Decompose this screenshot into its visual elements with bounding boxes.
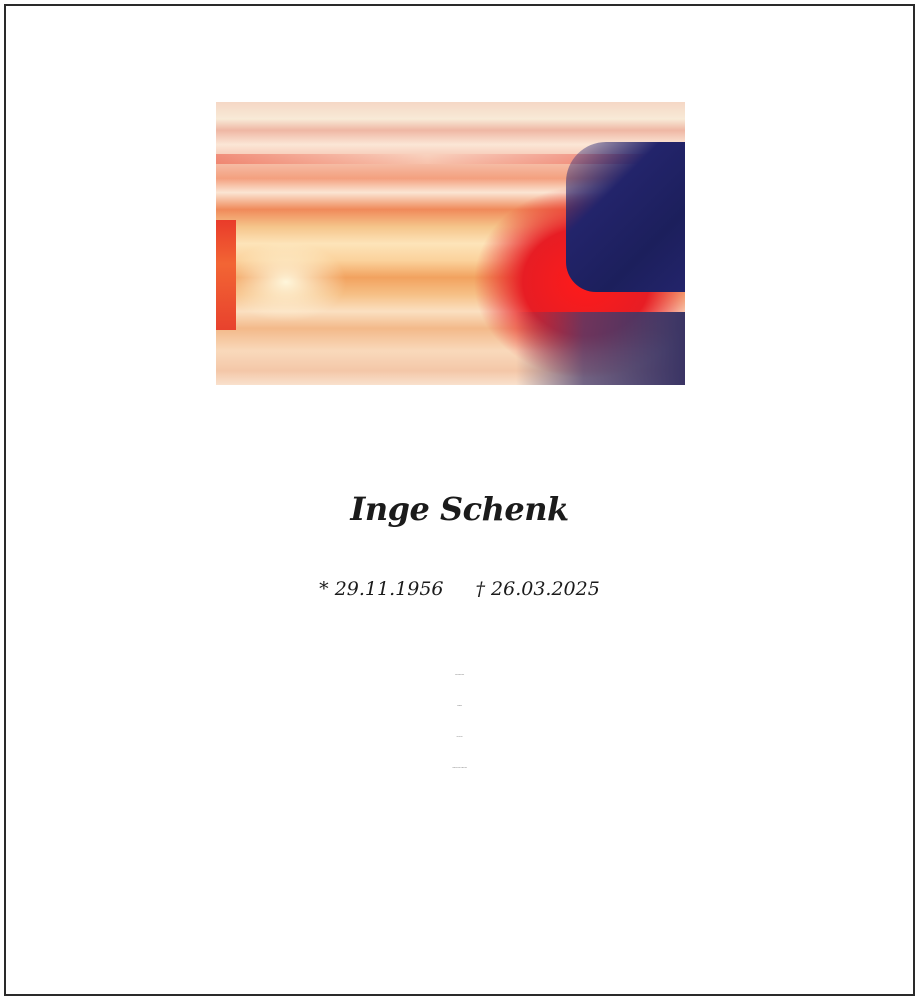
thanks-text xyxy=(6,829,913,877)
mourner: Ellen und Marco mit Leon xyxy=(452,768,467,769)
thanks-line-2 xyxy=(6,853,913,877)
birth-date: * 29.11.1956 xyxy=(319,578,444,600)
motto-line-1 xyxy=(6,40,913,66)
mourner: Henning xyxy=(457,706,462,707)
condolence-address xyxy=(6,796,913,821)
verse xyxy=(6,618,913,644)
mourner: Jan-Niklas xyxy=(456,737,463,738)
mourners-list xyxy=(6,660,913,784)
donation-line-1 xyxy=(6,881,913,905)
birth-name xyxy=(6,548,913,572)
death-date: † 26.03.2025 xyxy=(475,578,600,600)
intro-line-2 xyxy=(6,429,913,456)
deceased-name: Inge Schenk xyxy=(350,490,569,528)
thanks-line-1 xyxy=(6,829,913,853)
photo-red-edge xyxy=(216,220,236,330)
photo-dark-figure xyxy=(566,142,685,292)
life-dates xyxy=(6,576,913,602)
intro-line-1 xyxy=(6,402,913,429)
donation-text xyxy=(6,881,913,929)
donation-line-2 xyxy=(6,905,913,929)
intro-text xyxy=(6,402,913,456)
memorial-photo xyxy=(216,102,685,385)
motto-line-2 xyxy=(6,66,913,92)
closing-note xyxy=(6,942,913,967)
obituary-frame xyxy=(4,4,915,996)
motto xyxy=(6,40,913,92)
photo-shadow xyxy=(516,312,685,385)
mourner: Dein Hans-Josef xyxy=(454,675,465,676)
